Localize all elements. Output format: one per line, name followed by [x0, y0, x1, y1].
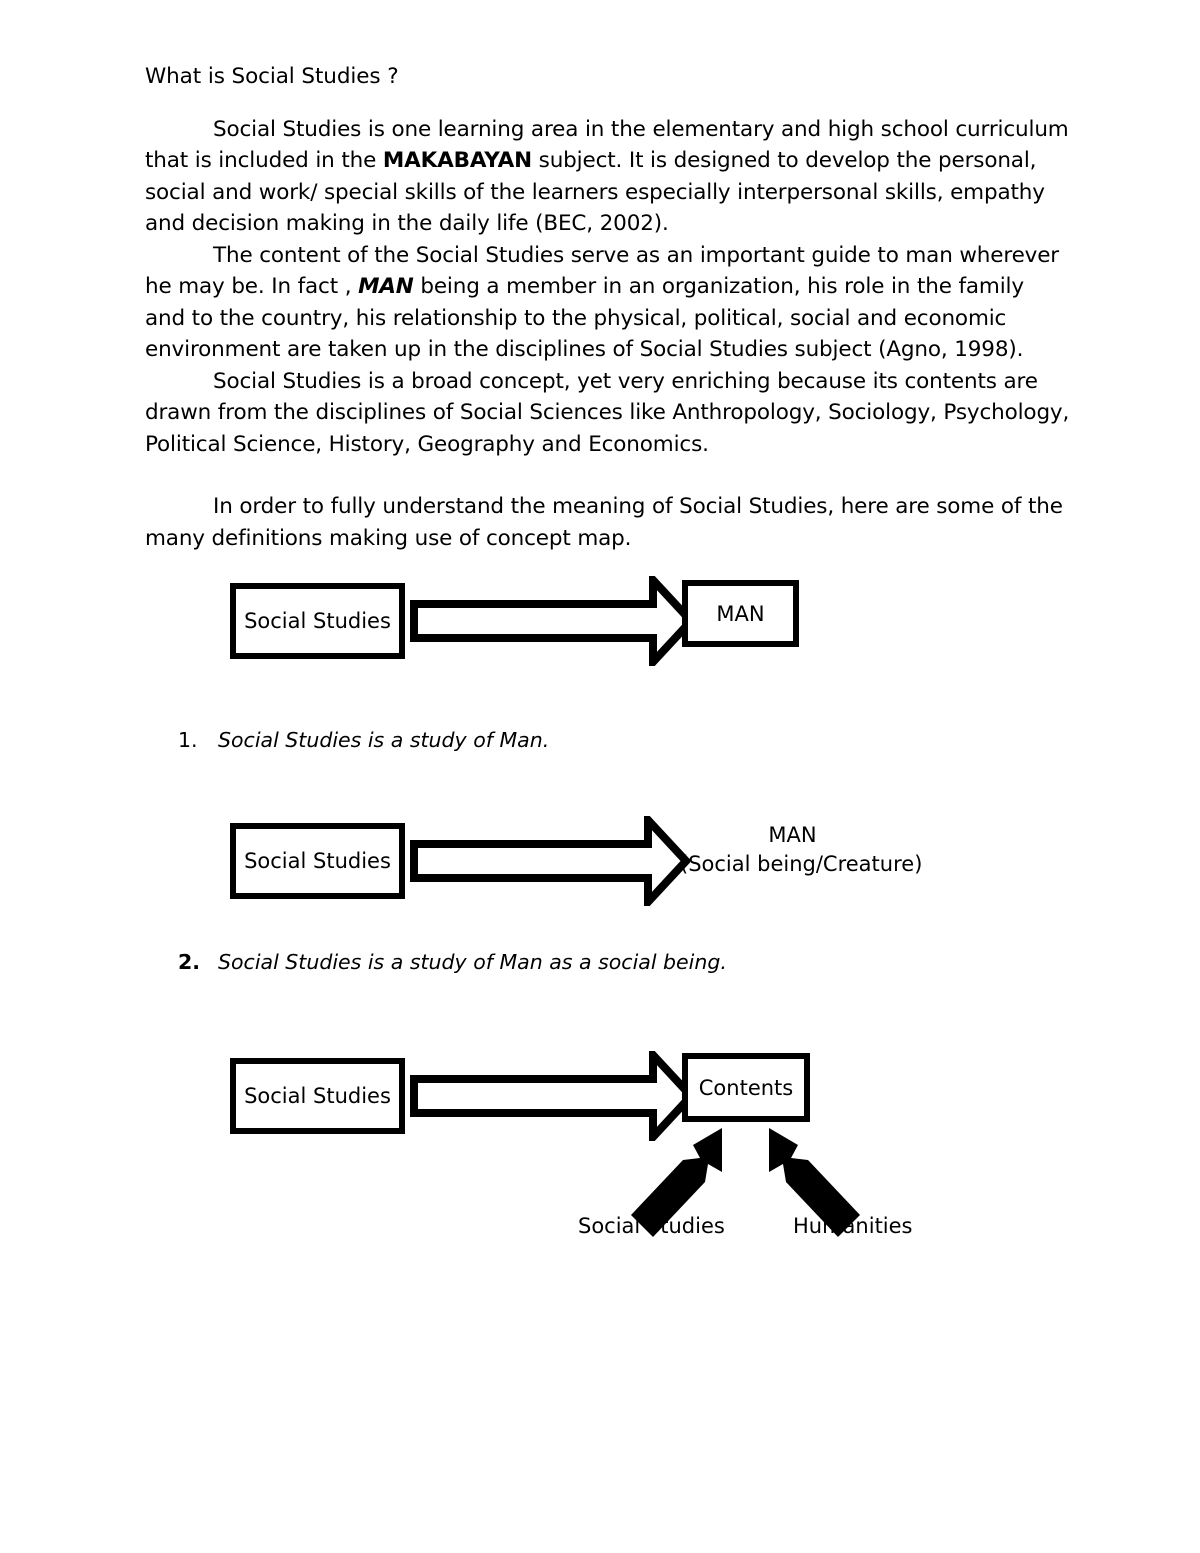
paragraph-2-run-1: The content of the Social Studies serve as an important guide to man wherever he may be. In fact , — [145, 242, 1059, 299]
diagram-2-target-label-line1 — [680, 823, 905, 847]
paragraph-1-run-2-bold: MAKABAYAN — [382, 148, 532, 173]
list-item-1-number: 1. — [178, 728, 198, 752]
list-item-1-text: Social Studies is a study of Man. — [218, 728, 550, 752]
diagram-3-target-label: Contents — [698, 1075, 794, 1100]
diagram-1-source-box — [230, 583, 405, 659]
paragraph-2 — [145, 240, 1070, 366]
diagram-1-arrow-icon — [410, 576, 695, 666]
diagram-3-inbound-label-left — [578, 1214, 725, 1238]
diagram-2-source-box — [230, 823, 405, 899]
list-item-2-text: Social Studies is a study of Man as a social being. — [218, 950, 727, 974]
paragraph-2-run-2-emphasis: MAN — [358, 274, 414, 299]
diagram-3-source-label: Social Studies — [244, 1084, 391, 1108]
paragraph-3 — [145, 366, 1070, 461]
diagram-1-source-label: Social Studies — [244, 609, 391, 633]
document-body — [145, 0, 1070, 554]
diagram-3-target-box — [682, 1053, 810, 1122]
diagram-2-target-label-line2 — [680, 852, 923, 876]
diagram-2-target-line1-text: MAN — [768, 823, 817, 847]
diagram-1-target-box — [682, 580, 799, 647]
diagram-3-source-box — [230, 1058, 405, 1134]
paragraph-1 — [145, 114, 1070, 240]
paragraph-3-run-1: Social Studies is a broad concept, yet very enriching because its contents are drawn from the disciplines of Social Sciences like Anthropology, Sociology, Psychology, Political Science, History, Geography and Economics. — [145, 368, 1070, 457]
paragraph-4-run-1: In order to fully understand the meaning of Social Studies, here are some of the many definitions making use of concept map. — [145, 494, 1063, 551]
diagram-2-target-line2-text: (Social being/Creature) — [680, 852, 923, 876]
page-title: What is Social Studies ? — [145, 64, 399, 89]
paragraph-1-run-1: Social Studies is one learning area in the elementary and high school curriculum that is included in the — [145, 116, 1069, 173]
diagram-1-target-label: MAN — [716, 601, 765, 626]
diagram-2-arrow-icon — [410, 816, 690, 906]
list-item-1 — [178, 728, 549, 752]
paragraph-4 — [145, 491, 1070, 554]
paragraph-1-run-3: subject. It is designed to develop the personal, social and work/ special skills of the learners especially interpersonal skills, empathy and decision making in the daily life (BEC, 2002). — [145, 148, 1045, 236]
list-item-2 — [178, 950, 727, 974]
diagram-2-source-label: Social Studies — [244, 849, 391, 873]
list-item-2-number: 2. — [178, 950, 201, 974]
diagram-3-inbound-label-right — [793, 1214, 913, 1238]
diagram-3-inbound-label-right-text: Humanities — [793, 1214, 913, 1238]
paragraph-2-run-3: being a member in an organization, his role in the family and to the country, his relationship to the physical, political, social and economic environment are taken up in the disciplines of Social Studies subject (Agno, 1998). — [145, 274, 1024, 362]
diagram-3-inbound-label-left-text: Social Studies — [578, 1214, 725, 1238]
